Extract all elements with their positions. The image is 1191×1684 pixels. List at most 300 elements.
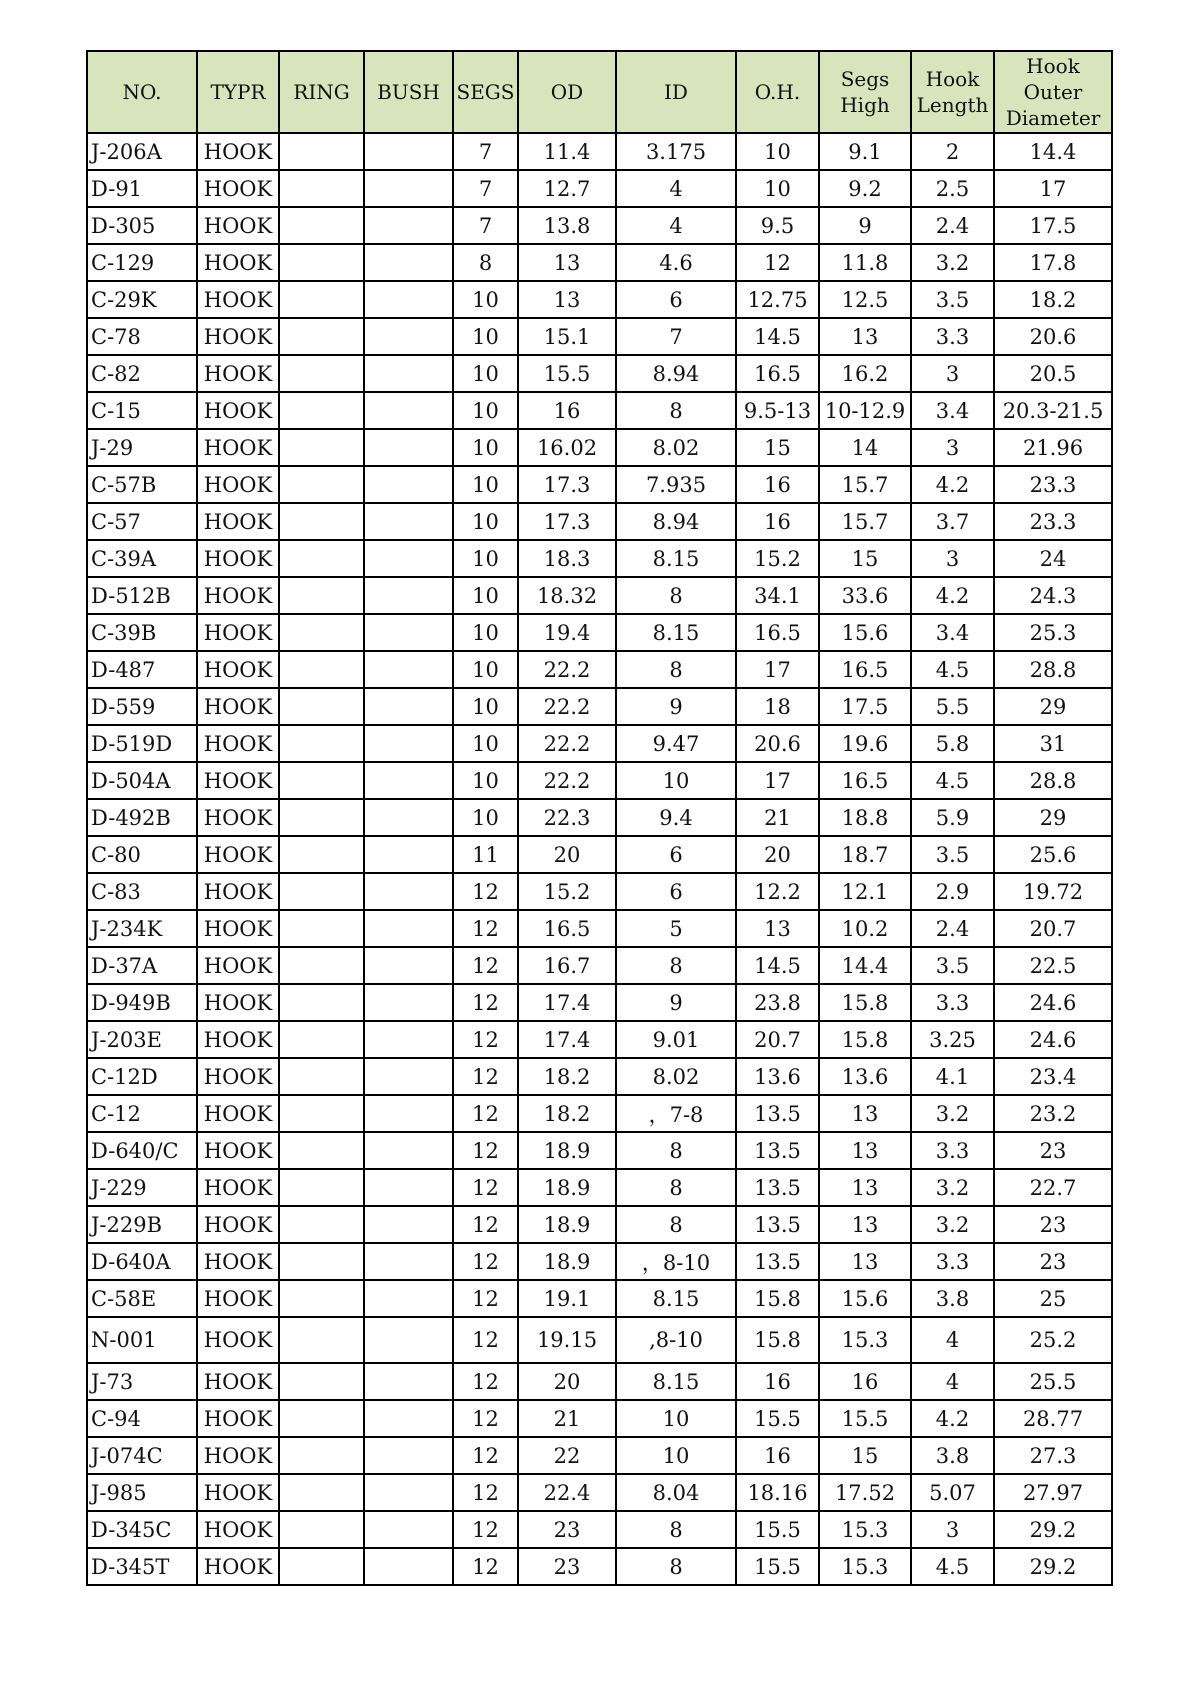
cell-no: J-229 xyxy=(87,1169,197,1206)
header-line: O.H. xyxy=(754,80,801,104)
cell-bush xyxy=(364,503,453,540)
cell-ring xyxy=(279,466,364,503)
cell-id: 8 xyxy=(616,1132,736,1169)
cell-segs: 10 xyxy=(453,318,518,355)
cell-hook-length: 3.5 xyxy=(911,281,994,318)
cell-segs: 10 xyxy=(453,281,518,318)
cell-ring xyxy=(279,614,364,651)
cell-typr: HOOK xyxy=(197,244,279,281)
cell-bush xyxy=(364,1095,453,1132)
cell-bush xyxy=(364,1511,453,1548)
table-header xyxy=(87,51,1112,133)
cell-typr: HOOK xyxy=(197,836,279,873)
cell-typr: HOOK xyxy=(197,577,279,614)
table-row xyxy=(87,466,1112,503)
cell-id: 4 xyxy=(616,170,736,207)
cell-oh: 14.5 xyxy=(736,947,819,984)
cell-oh: 15.5 xyxy=(736,1511,819,1548)
cell-hook-length: 4.2 xyxy=(911,1400,994,1437)
cell-od: 15.2 xyxy=(518,873,616,910)
cell-bush xyxy=(364,577,453,614)
cell-segs-high: 15.3 xyxy=(819,1317,911,1363)
cell-typr: HOOK xyxy=(197,984,279,1021)
header-line: Hook xyxy=(1026,54,1080,78)
cell-ring xyxy=(279,651,364,688)
cell-ring xyxy=(279,392,364,429)
table-row xyxy=(87,762,1112,799)
cell-typr: HOOK xyxy=(197,651,279,688)
cell-no: J-206A xyxy=(87,133,197,170)
cell-segs-high: 13 xyxy=(819,1243,911,1280)
cell-ring xyxy=(279,1511,364,1548)
cell-id: 9.4 xyxy=(616,799,736,836)
cell-hook-outer-diameter: 29.2 xyxy=(994,1548,1112,1585)
cell-oh: 13.5 xyxy=(736,1243,819,1280)
cell-segs-high: 15.3 xyxy=(819,1511,911,1548)
table-row xyxy=(87,799,1112,836)
header-oh xyxy=(736,51,819,133)
cell-segs-high: 10-12.9 xyxy=(819,392,911,429)
cell-od: 17.4 xyxy=(518,1021,616,1058)
cell-hook-length: 3.2 xyxy=(911,1206,994,1243)
cell-id: 8.15 xyxy=(616,614,736,651)
cell-segs: 12 xyxy=(453,984,518,1021)
cell-hook-outer-diameter: 20.6 xyxy=(994,318,1112,355)
cell-od: 22.2 xyxy=(518,651,616,688)
cell-oh: 16 xyxy=(736,503,819,540)
cell-segs-high: 16.5 xyxy=(819,762,911,799)
cell-no: D-559 xyxy=(87,688,197,725)
cell-segs-high: 13 xyxy=(819,1132,911,1169)
cell-ring xyxy=(279,577,364,614)
cell-od: 16.5 xyxy=(518,910,616,947)
cell-typr: HOOK xyxy=(197,133,279,170)
cell-hook-outer-diameter: 23.3 xyxy=(994,466,1112,503)
cell-segs: 12 xyxy=(453,1437,518,1474)
cell-bush xyxy=(364,1132,453,1169)
cell-ring xyxy=(279,1280,364,1317)
cell-typr: HOOK xyxy=(197,1474,279,1511)
cell-od: 11.4 xyxy=(518,133,616,170)
cell-hook-length: 3.5 xyxy=(911,836,994,873)
cell-oh: 12.2 xyxy=(736,873,819,910)
cell-hook-length: 4.5 xyxy=(911,651,994,688)
table-row xyxy=(87,651,1112,688)
cell-no: C-78 xyxy=(87,318,197,355)
cell-oh: 16 xyxy=(736,1437,819,1474)
cell-id: 10 xyxy=(616,1437,736,1474)
cell-segs: 12 xyxy=(453,1400,518,1437)
cell-hook-outer-diameter: 17 xyxy=(994,170,1112,207)
table-row xyxy=(87,1437,1112,1474)
cell-no: J-985 xyxy=(87,1474,197,1511)
cell-no: D-640/C xyxy=(87,1132,197,1169)
header-line: High xyxy=(840,93,890,117)
cell-ring xyxy=(279,725,364,762)
cell-bush xyxy=(364,1206,453,1243)
cell-hook-outer-diameter: 27.97 xyxy=(994,1474,1112,1511)
cell-ring xyxy=(279,836,364,873)
cell-segs-high: 15.8 xyxy=(819,984,911,1021)
cell-id: 8 xyxy=(616,1548,736,1585)
cell-ring xyxy=(279,1363,364,1400)
cell-hook-length: 3 xyxy=(911,355,994,392)
cell-segs-high: 15.8 xyxy=(819,1021,911,1058)
cell-oh: 21 xyxy=(736,799,819,836)
cell-hook-outer-diameter: 17.5 xyxy=(994,207,1112,244)
cell-no: C-29K xyxy=(87,281,197,318)
cell-segs: 12 xyxy=(453,1021,518,1058)
cell-typr: HOOK xyxy=(197,1132,279,1169)
cell-hook-outer-diameter: 25.3 xyxy=(994,614,1112,651)
cell-typr: HOOK xyxy=(197,873,279,910)
cell-id: 9.01 xyxy=(616,1021,736,1058)
cell-hook-outer-diameter: 21.96 xyxy=(994,429,1112,466)
cell-id: 6 xyxy=(616,873,736,910)
cell-id: 4 xyxy=(616,207,736,244)
cell-no: D-305 xyxy=(87,207,197,244)
table-row xyxy=(87,1132,1112,1169)
cell-oh: 23.8 xyxy=(736,984,819,1021)
cell-segs-high: 15.5 xyxy=(819,1400,911,1437)
cell-oh: 12 xyxy=(736,244,819,281)
cell-bush xyxy=(364,762,453,799)
cell-od: 17.3 xyxy=(518,503,616,540)
cell-segs: 12 xyxy=(453,1132,518,1169)
cell-id: ，7-8 xyxy=(616,1095,736,1132)
cell-oh: 34.1 xyxy=(736,577,819,614)
cell-oh: 14.5 xyxy=(736,318,819,355)
cell-oh: 10 xyxy=(736,170,819,207)
cell-segs: 10 xyxy=(453,577,518,614)
cell-oh: 13 xyxy=(736,910,819,947)
cell-id: 9 xyxy=(616,984,736,1021)
cell-oh: 12.75 xyxy=(736,281,819,318)
cell-bush xyxy=(364,1280,453,1317)
cell-od: 22.4 xyxy=(518,1474,616,1511)
cell-id: 8.04 xyxy=(616,1474,736,1511)
cell-ring xyxy=(279,984,364,1021)
cell-typr: HOOK xyxy=(197,799,279,836)
header-row xyxy=(87,51,1112,133)
cell-hook-outer-diameter: 23.2 xyxy=(994,1095,1112,1132)
cell-ring xyxy=(279,281,364,318)
cell-bush xyxy=(364,799,453,836)
cell-hook-outer-diameter: 14.4 xyxy=(994,133,1112,170)
cell-hook-length: 5.8 xyxy=(911,725,994,762)
cell-bush xyxy=(364,170,453,207)
cell-hook-length: 4 xyxy=(911,1363,994,1400)
cell-ring xyxy=(279,947,364,984)
cell-typr: HOOK xyxy=(197,1206,279,1243)
table-row xyxy=(87,725,1112,762)
cell-typr: HOOK xyxy=(197,1169,279,1206)
cell-no: C-57B xyxy=(87,466,197,503)
table-row xyxy=(87,244,1112,281)
cell-id: 8 xyxy=(616,1169,736,1206)
cell-segs: 12 xyxy=(453,873,518,910)
cell-oh: 20.7 xyxy=(736,1021,819,1058)
cell-hook-length: 3.8 xyxy=(911,1437,994,1474)
header-hook-length xyxy=(911,51,994,133)
header-line: Hook xyxy=(925,67,980,91)
cell-od: 18.2 xyxy=(518,1095,616,1132)
cell-hook-length: 3.2 xyxy=(911,1095,994,1132)
cell-hook-length: 3.2 xyxy=(911,1169,994,1206)
table-row xyxy=(87,873,1112,910)
cell-segs: 12 xyxy=(453,947,518,984)
cell-oh: 16.5 xyxy=(736,355,819,392)
cell-typr: HOOK xyxy=(197,1317,279,1363)
cell-segs-high: 13.6 xyxy=(819,1058,911,1095)
cell-segs: 10 xyxy=(453,466,518,503)
cell-segs-high: 13 xyxy=(819,1206,911,1243)
cell-id: 8 xyxy=(616,1511,736,1548)
cell-segs: 10 xyxy=(453,540,518,577)
cell-hook-outer-diameter: 24.6 xyxy=(994,1021,1112,1058)
cell-od: 17.4 xyxy=(518,984,616,1021)
cell-oh: 15.2 xyxy=(736,540,819,577)
cell-segs-high: 13 xyxy=(819,1095,911,1132)
cell-segs-high: 18.8 xyxy=(819,799,911,836)
cell-no: N-001 xyxy=(87,1317,197,1363)
cell-typr: HOOK xyxy=(197,910,279,947)
cell-id: 8 xyxy=(616,651,736,688)
cell-od: 23 xyxy=(518,1511,616,1548)
cell-no: C-12 xyxy=(87,1095,197,1132)
cell-oh: 9.5-13 xyxy=(736,392,819,429)
cell-od: 20 xyxy=(518,836,616,873)
cell-segs: 8 xyxy=(453,244,518,281)
cell-typr: HOOK xyxy=(197,1511,279,1548)
table-row xyxy=(87,1400,1112,1437)
cell-bush xyxy=(364,910,453,947)
cell-no: C-129 xyxy=(87,244,197,281)
cell-segs-high: 9.1 xyxy=(819,133,911,170)
cell-ring xyxy=(279,318,364,355)
cell-segs: 12 xyxy=(453,1206,518,1243)
cell-id: 10 xyxy=(616,762,736,799)
cell-id: ,8-10 xyxy=(616,1317,736,1363)
cell-oh: 16.5 xyxy=(736,614,819,651)
cell-ring xyxy=(279,1169,364,1206)
header-bush xyxy=(364,51,453,133)
cell-oh: 15.8 xyxy=(736,1317,819,1363)
cell-od: 19.1 xyxy=(518,1280,616,1317)
cell-bush xyxy=(364,725,453,762)
cell-segs: 10 xyxy=(453,688,518,725)
cell-hook-outer-diameter: 24 xyxy=(994,540,1112,577)
cell-segs-high: 12.5 xyxy=(819,281,911,318)
cell-ring xyxy=(279,799,364,836)
cell-segs-high: 15.6 xyxy=(819,1280,911,1317)
cell-segs-high: 16.5 xyxy=(819,651,911,688)
table-row xyxy=(87,1511,1112,1548)
cell-ring xyxy=(279,540,364,577)
cell-od: 18.3 xyxy=(518,540,616,577)
cell-ring xyxy=(279,1437,364,1474)
cell-segs-high: 16 xyxy=(819,1363,911,1400)
table-row xyxy=(87,1206,1112,1243)
cell-hook-outer-diameter: 18.2 xyxy=(994,281,1112,318)
cell-no: J-074C xyxy=(87,1437,197,1474)
cell-bush xyxy=(364,540,453,577)
cell-od: 16.02 xyxy=(518,429,616,466)
cell-ring xyxy=(279,429,364,466)
table-row xyxy=(87,1363,1112,1400)
cell-typr: HOOK xyxy=(197,614,279,651)
cell-no: C-12D xyxy=(87,1058,197,1095)
cell-bush xyxy=(364,1058,453,1095)
cell-hook-length: 5.9 xyxy=(911,799,994,836)
cell-oh: 13.5 xyxy=(736,1132,819,1169)
cell-segs: 10 xyxy=(453,392,518,429)
header-line: RING xyxy=(293,80,350,104)
cell-segs-high: 18.7 xyxy=(819,836,911,873)
header-typr xyxy=(197,51,279,133)
cell-oh: 13.5 xyxy=(736,1169,819,1206)
cell-hook-length: 3 xyxy=(911,1511,994,1548)
cell-segs: 11 xyxy=(453,836,518,873)
cell-hook-length: 3.5 xyxy=(911,947,994,984)
cell-hook-outer-diameter: 25.5 xyxy=(994,1363,1112,1400)
cell-hook-outer-diameter: 29 xyxy=(994,799,1112,836)
cell-no: J-73 xyxy=(87,1363,197,1400)
cell-no: D-91 xyxy=(87,170,197,207)
cell-id: 8.15 xyxy=(616,540,736,577)
table-row xyxy=(87,1474,1112,1511)
table-row xyxy=(87,947,1112,984)
cell-id: 10 xyxy=(616,1400,736,1437)
cell-ring xyxy=(279,133,364,170)
cell-oh: 13.5 xyxy=(736,1095,819,1132)
cell-typr: HOOK xyxy=(197,1095,279,1132)
cell-no: C-39B xyxy=(87,614,197,651)
cell-bush xyxy=(364,133,453,170)
table-row xyxy=(87,577,1112,614)
header-line: Length xyxy=(916,93,989,117)
table-row xyxy=(87,392,1112,429)
table-row xyxy=(87,503,1112,540)
table-row xyxy=(87,1280,1112,1317)
table-row xyxy=(87,133,1112,170)
cell-typr: HOOK xyxy=(197,355,279,392)
cell-oh: 15 xyxy=(736,429,819,466)
cell-no: D-504A xyxy=(87,762,197,799)
cell-oh: 18.16 xyxy=(736,1474,819,1511)
cell-id: 9 xyxy=(616,688,736,725)
cell-hook-length: 4.5 xyxy=(911,762,994,799)
header-line: TYPR xyxy=(210,80,266,104)
cell-ring xyxy=(279,355,364,392)
cell-typr: HOOK xyxy=(197,1058,279,1095)
cell-bush xyxy=(364,873,453,910)
cell-ring xyxy=(279,207,364,244)
cell-id: 7.935 xyxy=(616,466,736,503)
cell-no: C-39A xyxy=(87,540,197,577)
cell-oh: 9.5 xyxy=(736,207,819,244)
table-row xyxy=(87,281,1112,318)
cell-id: 8.94 xyxy=(616,355,736,392)
cell-hook-outer-diameter: 25 xyxy=(994,1280,1112,1317)
cell-hook-length: 3.4 xyxy=(911,614,994,651)
cell-segs: 12 xyxy=(453,1280,518,1317)
cell-bush xyxy=(364,947,453,984)
cell-hook-length: 4 xyxy=(911,1317,994,1363)
cell-hook-length: 3.25 xyxy=(911,1021,994,1058)
cell-segs-high: 15.7 xyxy=(819,466,911,503)
parts-table xyxy=(86,50,1113,1586)
cell-id: 9.47 xyxy=(616,725,736,762)
cell-no: J-234K xyxy=(87,910,197,947)
cell-od: 22.2 xyxy=(518,762,616,799)
cell-id: 8.15 xyxy=(616,1280,736,1317)
cell-typr: HOOK xyxy=(197,1243,279,1280)
cell-no: J-29 xyxy=(87,429,197,466)
cell-ring xyxy=(279,688,364,725)
cell-typr: HOOK xyxy=(197,762,279,799)
cell-oh: 16 xyxy=(736,1363,819,1400)
cell-typr: HOOK xyxy=(197,540,279,577)
table-row xyxy=(87,540,1112,577)
header-od xyxy=(518,51,616,133)
cell-od: 23 xyxy=(518,1548,616,1585)
cell-od: 18.9 xyxy=(518,1206,616,1243)
cell-ring xyxy=(279,503,364,540)
cell-od: 19.15 xyxy=(518,1317,616,1363)
cell-id: 8.15 xyxy=(616,1363,736,1400)
cell-segs-high: 17.52 xyxy=(819,1474,911,1511)
header-line: NO. xyxy=(122,80,162,104)
cell-hook-outer-diameter: 29.2 xyxy=(994,1511,1112,1548)
cell-segs: 12 xyxy=(453,1474,518,1511)
cell-oh: 15.5 xyxy=(736,1548,819,1585)
cell-od: 13 xyxy=(518,281,616,318)
table-row xyxy=(87,836,1112,873)
cell-segs-high: 13 xyxy=(819,318,911,355)
cell-bush xyxy=(364,207,453,244)
cell-typr: HOOK xyxy=(197,466,279,503)
cell-od: 16.7 xyxy=(518,947,616,984)
header-segs-high xyxy=(819,51,911,133)
table-body xyxy=(87,133,1112,1585)
cell-id: 8 xyxy=(616,947,736,984)
cell-segs-high: 15 xyxy=(819,540,911,577)
header-line: Outer xyxy=(1023,80,1083,104)
cell-segs: 10 xyxy=(453,725,518,762)
table-row xyxy=(87,355,1112,392)
table-row xyxy=(87,318,1112,355)
cell-oh: 15.8 xyxy=(736,1280,819,1317)
cell-hook-outer-diameter: 25.6 xyxy=(994,836,1112,873)
cell-typr: HOOK xyxy=(197,1021,279,1058)
cell-segs: 10 xyxy=(453,614,518,651)
cell-hook-length: 3 xyxy=(911,540,994,577)
cell-bush xyxy=(364,1437,453,1474)
cell-id: 7 xyxy=(616,318,736,355)
cell-hook-outer-diameter: 20.7 xyxy=(994,910,1112,947)
cell-hook-length: 2.4 xyxy=(911,207,994,244)
table-row xyxy=(87,688,1112,725)
cell-segs: 10 xyxy=(453,503,518,540)
cell-typr: HOOK xyxy=(197,1363,279,1400)
cell-oh: 17 xyxy=(736,762,819,799)
table-row xyxy=(87,984,1112,1021)
cell-hook-length: 3.3 xyxy=(911,318,994,355)
cell-od: 22.3 xyxy=(518,799,616,836)
cell-no: J-203E xyxy=(87,1021,197,1058)
cell-od: 21 xyxy=(518,1400,616,1437)
